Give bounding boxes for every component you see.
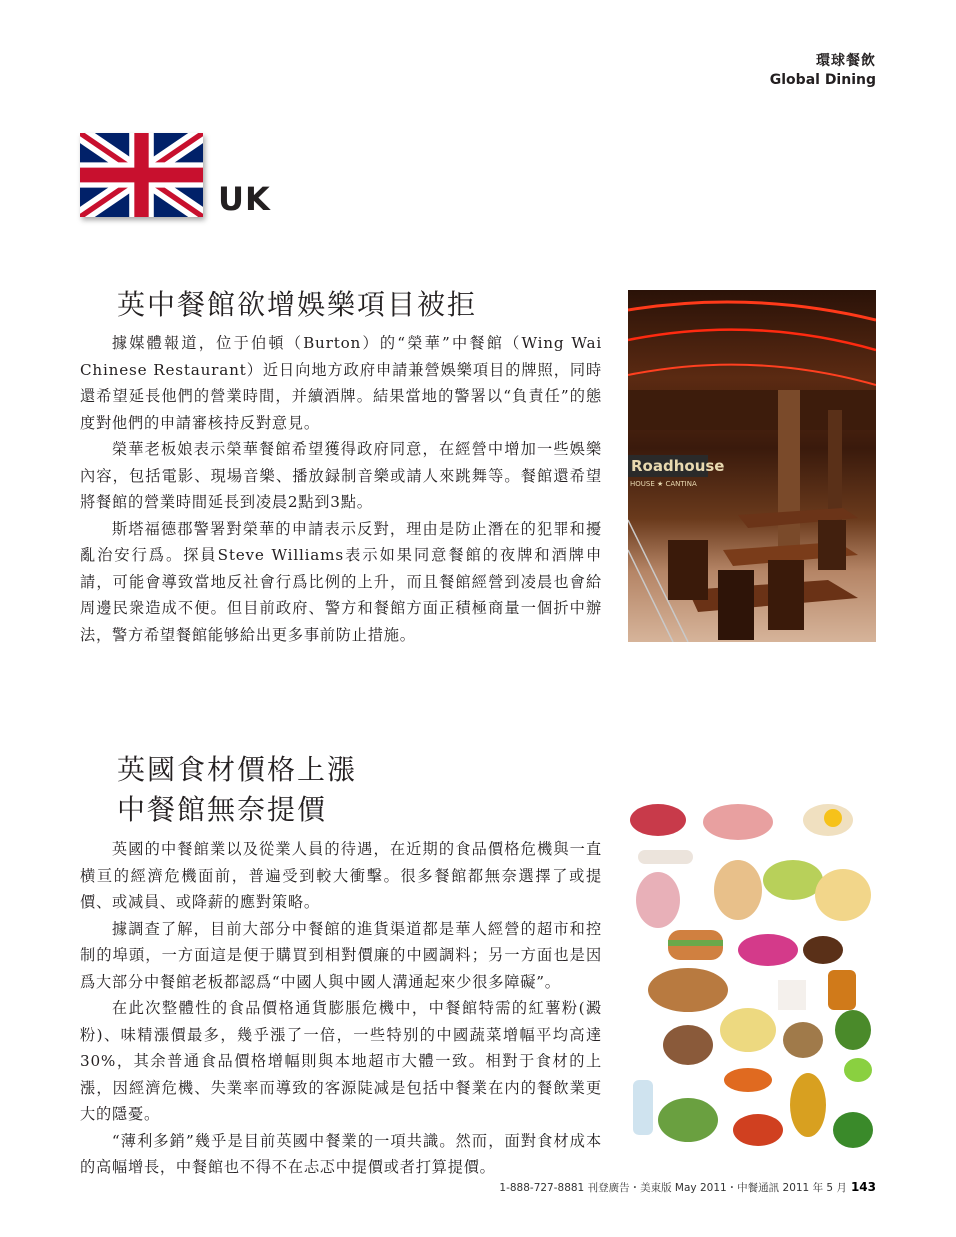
uk-flag-icon <box>80 133 203 217</box>
article2-title-line2: 中餐館無奈提價 <box>117 793 328 826</box>
page-footer <box>499 1180 876 1195</box>
article2-paragraph: “薄利多銷”幾乎是目前英國中餐業的一項共識。然而，面對食材成本的高幅增長，中餐館也不得不在忐忑中提價或者打算提價。 <box>80 1131 602 1176</box>
article2-paragraph: 在此次整體性的食品價格通貨膨脹危機中，中餐館特需的紅薯粉(澱粉)、味精漲價最多，幾乎漲了一倍，一些特别的中國蔬菜增幅平均高達30%，其余普通食品價格增幅則與本地超市大體一致。相對于食材的上漲，因經濟危機、失業率而導致的客源陡减是包括中餐業在内的餐飲業更大的隱憂。 <box>80 999 602 1123</box>
article1-paragraph: 據媒體報道，位于伯頓（Burton）的“榮華”中餐館（Wing Wai Chinese Restaurant）近日向地方政府申請兼營娛樂項目的牌照，同時還希望延長他們的營業時間，并續酒牌。結果當地的警署以“負責任”的態度對他們的申請審核持反對意見。 <box>80 334 602 432</box>
restaurant-sign-sub: HOUSE ★ CANTINA <box>630 480 697 488</box>
article2-paragraph: 據調查了解，目前大部分中餐館的進貨渠道都是華人經營的超市和控制的埠頭，一方面這是便于購買到相對價廉的中國調料；另一方面也是因爲大部分中餐館老板都認爲“中國人與中國人溝通起來少很多障礙”。 <box>80 919 602 991</box>
section-header <box>770 50 876 88</box>
section-title-zh: 環球餐飲 <box>816 53 876 69</box>
footer-text: 1-888-727-8881 刊登廣告・美東版 May 2011・中餐通訊 2011 年 5 月 <box>499 1182 847 1194</box>
restaurant-photo <box>628 290 876 642</box>
article2-paragraph: 英國的中餐館業以及從業人員的待遇，在近期的食品價格危機與一直横亘的經濟危機面前，普遍受到較大衝擊。很多餐館都無奈選擇了或提價、或减員、或降薪的應對策略。 <box>80 840 602 911</box>
food-collage-photo <box>628 800 876 1150</box>
article1-paragraph: 斯塔福德郡警署對榮華的申請表示反對，理由是防止潛在的犯罪和擾亂治安行爲。探員Steve Williams表示如果同意餐館的夜牌和酒牌申請，可能會導致當地反社會行爲比例的上升，而且餐館經營到凌晨也會給周邊民衆造成不便。但目前政府、警方和餐館方面正積極商量一個折中辦法，警方希望餐館能够給出更多事前防止措施。 <box>80 519 602 644</box>
article1-title: 英中餐館欲增娛樂項目被拒 <box>117 288 478 321</box>
page-number: 143 <box>850 1180 876 1194</box>
restaurant-sign: Roadhouse <box>631 457 725 475</box>
article1-body <box>80 330 602 648</box>
article2-title-line1: 英國食材價格上漲 <box>117 753 358 786</box>
section-title-en: Global Dining <box>769 72 876 88</box>
country-label: UK <box>218 180 271 218</box>
article2-body <box>80 836 602 1181</box>
article1-paragraph: 榮華老板娘表示榮華餐館希望獲得政府同意，在經營中增加一些娛樂內容，包括電影、現場音樂、播放録制音樂或請人來跳舞等。餐館還希望將餐館的營業時間延長到凌晨2點到3點。 <box>80 440 602 511</box>
